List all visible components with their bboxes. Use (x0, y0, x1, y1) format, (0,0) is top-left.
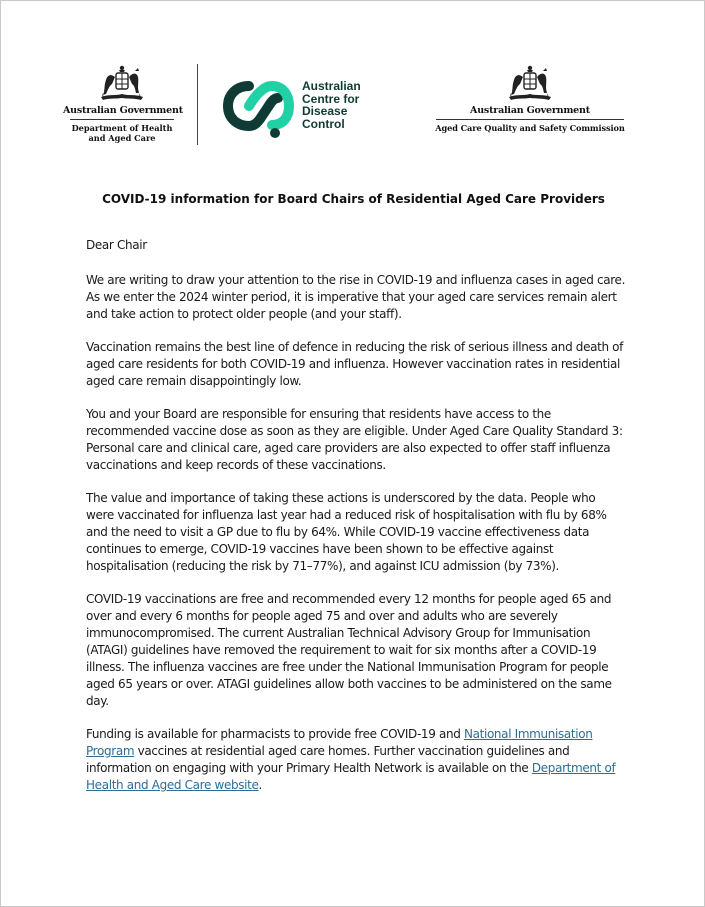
acdc-name-line: Australian (302, 79, 361, 93)
gov-title: Australian Government (470, 105, 590, 116)
acdc-name-line: Control (302, 116, 345, 131)
gov-title: Australian Government (63, 105, 183, 116)
paragraph: You and your Board are responsible for ensuring that residents have access to the recommended vaccine dose as soon as they are eligible. Under Aged Care Quality Standard 3: Personal care and clinical care, aged care providers are also expected to offer staff influenza vaccinations and keep records of these vaccinations. (86, 407, 623, 472)
gov-health-logo (63, 63, 181, 143)
department-name (63, 123, 181, 143)
department-line: and Aged Care (88, 133, 156, 143)
coat-of-arms-icon (503, 63, 557, 105)
coat-of-arms-icon (95, 63, 149, 105)
acdc-name (302, 80, 361, 130)
greeting: Dear Chair (86, 238, 147, 252)
commission-name: Aged Care Quality and Safety Commission (435, 123, 625, 133)
national-immunisation-program-link[interactable]: National Immunisation Program (86, 727, 593, 758)
paragraph: The value and importance of taking these actions is underscored by the data. People who were vaccinated for influenza last year had a reduced risk of hospitalisation with flu by 68% and the need to visit a GP due to flu by 64%. While COVID-19 vaccine effectiveness data continues to emerge, COVID-19 vaccines have been shown to be effective against hospitalisation (reducing the risk by 71–77%), and against ICU admission (by 73%). (86, 491, 607, 573)
paragraph-text: vaccines at residential aged care homes. Further vaccination guidelines and information on engaging with your Primary Health Network is available on the (86, 744, 570, 775)
paragraph: We are writing to draw your attention to the rise in COVID-19 and influenza cases in aged care. As we enter the 2024 winter period, it is imperative that your aged care services remain alert and take action to protect older people (and your staff). (86, 273, 626, 321)
logo-divider (197, 64, 198, 145)
acdc-name-line: Disease (302, 104, 348, 118)
paragraph-text: Funding is available for pharmacists to provide free COVID-19 and (86, 727, 464, 741)
divider (70, 119, 174, 120)
letter-heading: COVID-19 information for Board Chairs of Residential Aged Care Providers (102, 192, 605, 206)
divider (436, 119, 624, 120)
acdc-name-line: Centre for (302, 91, 360, 106)
paragraph: Vaccination remains the best line of defence in reducing the risk of serious illness and death of aged care residents for both COVID-19 and influenza. However vaccination rates in residential aged care remain disappointingly low. (86, 340, 624, 388)
paragraph-text: . (258, 778, 263, 792)
paragraph: COVID-19 vaccinations are free and recommended every 12 months for people aged 65 and over and every 6 months for people aged 75 and over and adults who are severely immunocompromised. The current Australian Technical Advisory Group for Immunisation (ATAGI) guidelines have removed the requirement to wait for six months after a COVID-19 illness. The influenza vaccines are free under the National Immunisation Program for people aged 65 years or over. ATAGI guidelines allow both vaccines to be administered on the same day. (86, 592, 612, 708)
letter-body (86, 237, 626, 810)
acdc-logo-icon (222, 77, 294, 139)
gov-commission-logo (435, 63, 625, 133)
department-website-link[interactable]: Department of Health and Aged Care website (86, 761, 616, 792)
paragraph-funding (86, 726, 626, 794)
department-line: Department of Health (71, 123, 173, 133)
